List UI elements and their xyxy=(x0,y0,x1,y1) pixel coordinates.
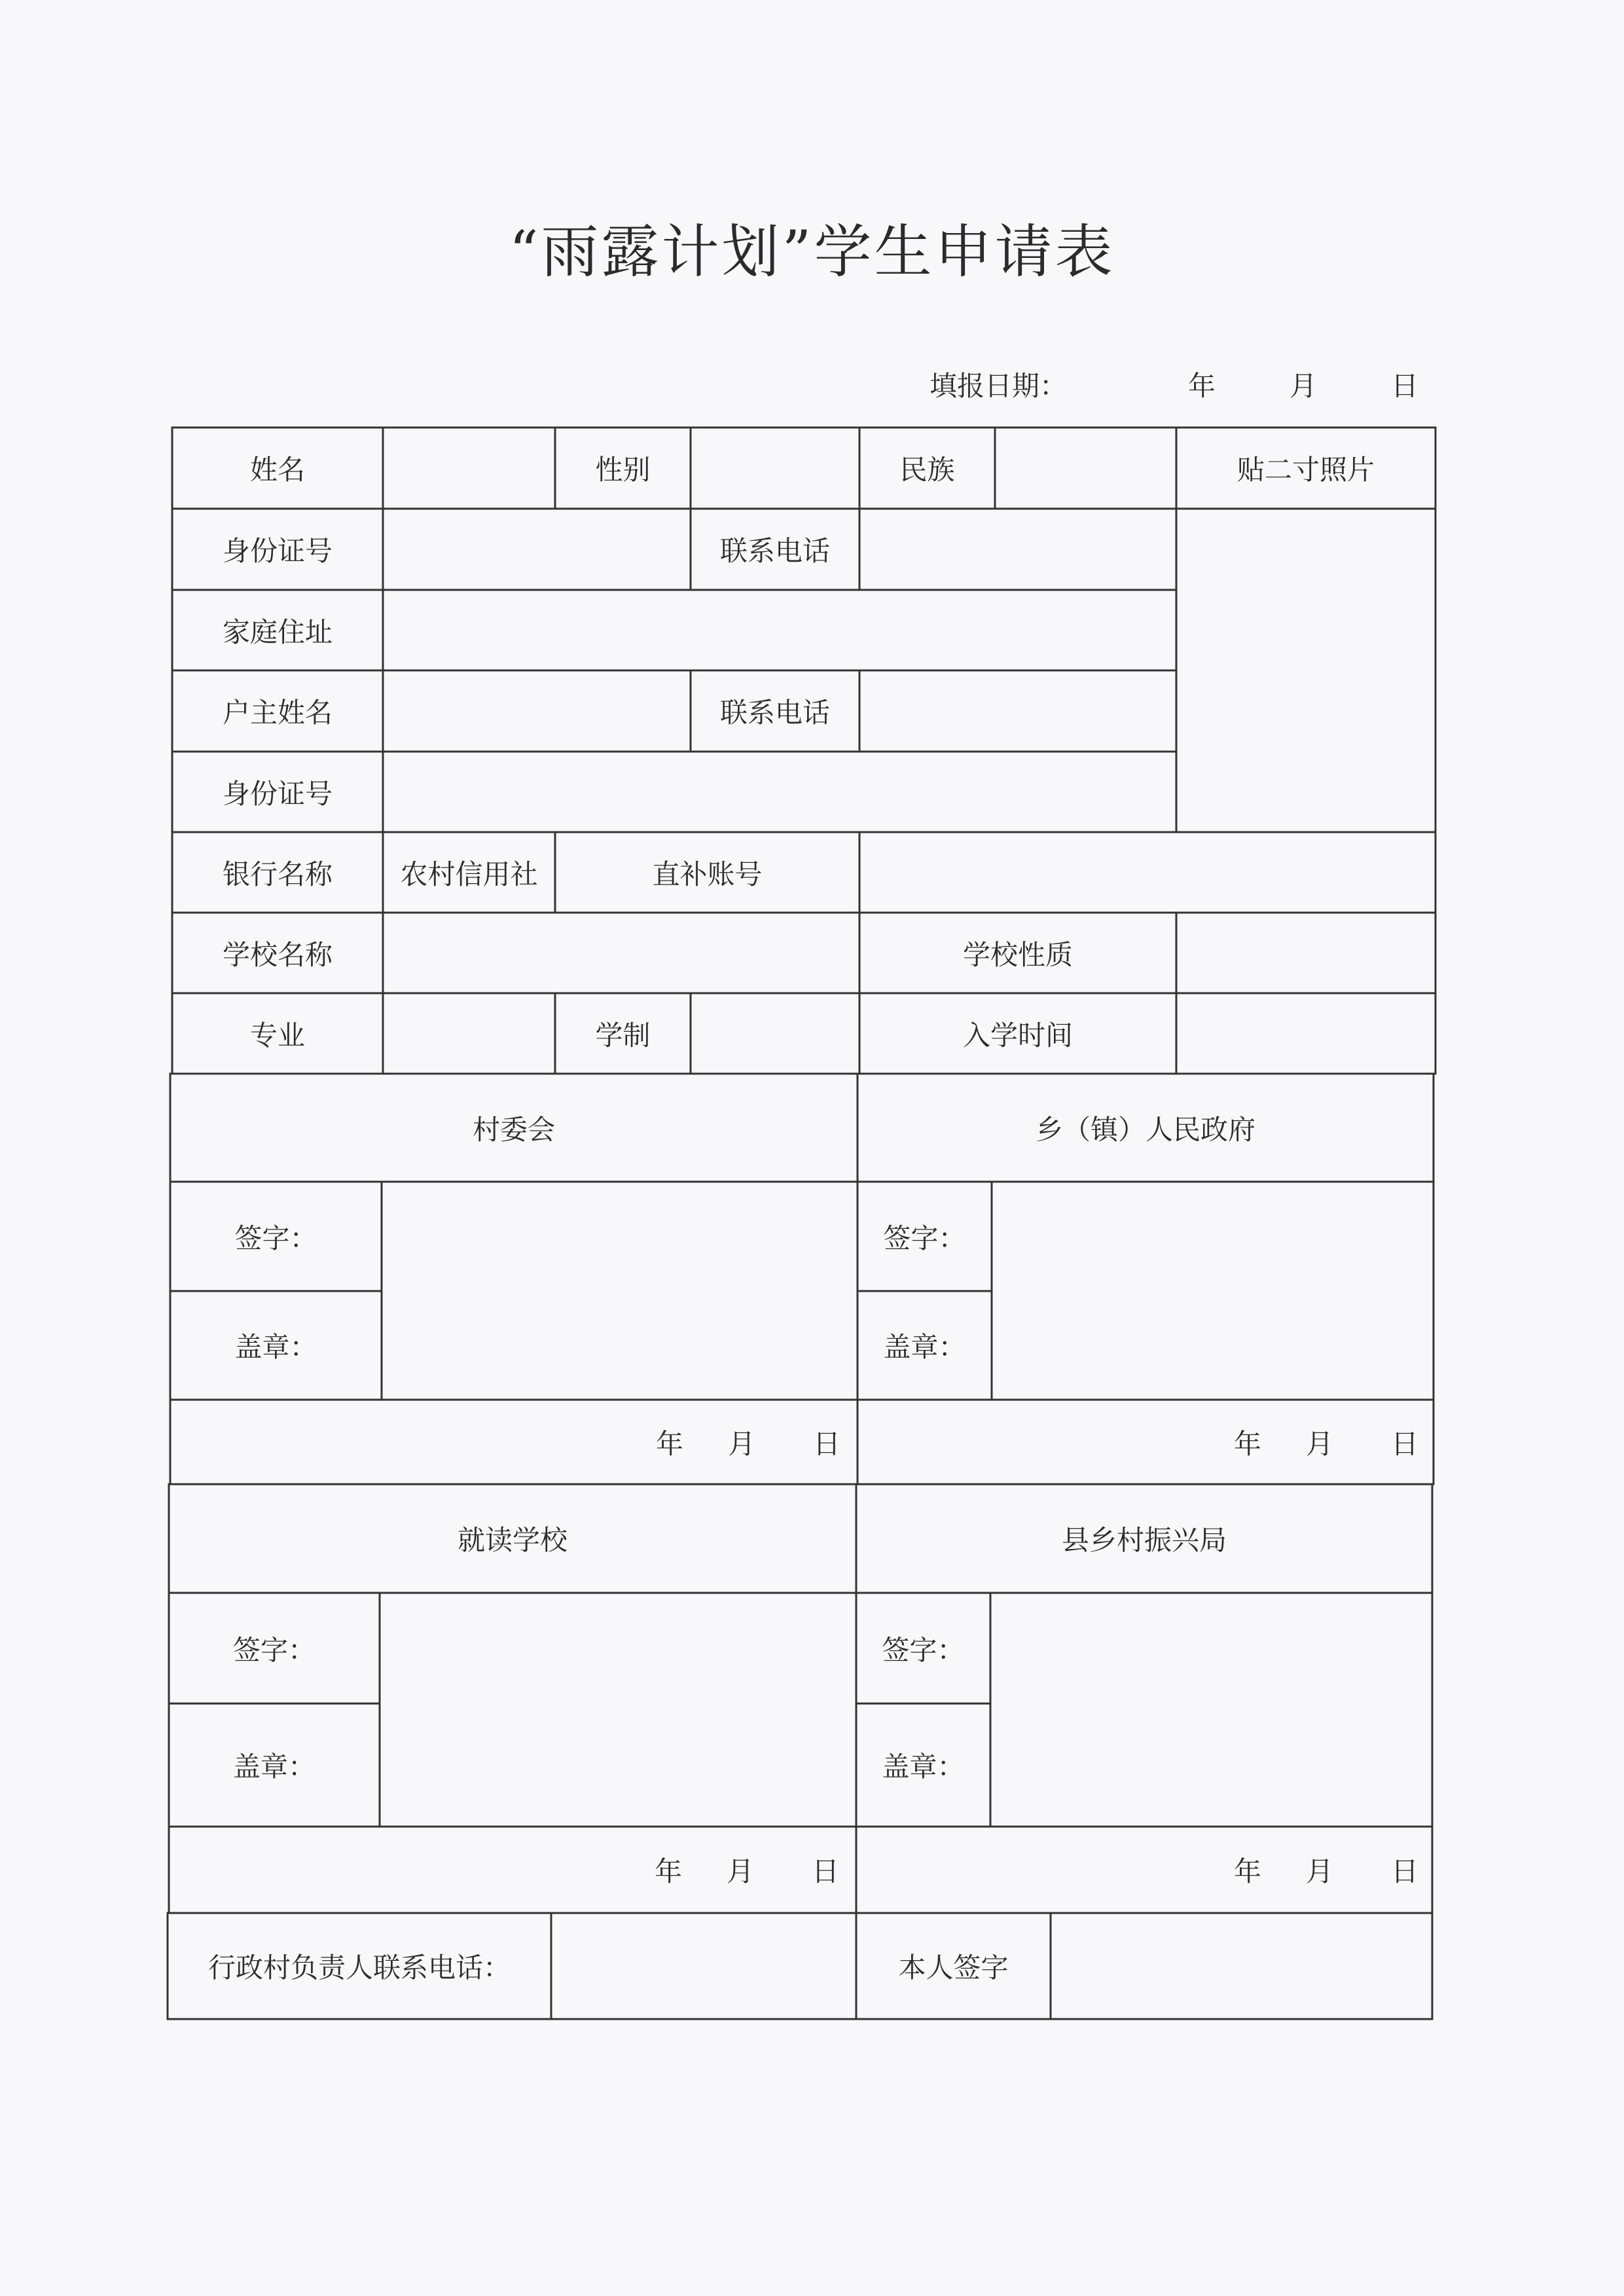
township-date-day: 日 xyxy=(1391,1427,1419,1460)
photo-box xyxy=(1176,509,1435,832)
county-date-day: 日 xyxy=(1391,1855,1419,1887)
county-date-year: 年 xyxy=(1234,1855,1262,1887)
fill-date-day: 日 xyxy=(1391,370,1419,402)
input-name[interactable] xyxy=(383,428,555,509)
township-seal-label: 盖章： xyxy=(883,1331,966,1363)
county-bureau-header: 县乡村振兴局 xyxy=(1061,1524,1227,1556)
label-householder-id: 身份证号 xyxy=(222,777,333,810)
county-date-row xyxy=(856,1827,1432,1913)
school-seal-label: 盖章： xyxy=(232,1751,316,1783)
label-name: 姓名 xyxy=(249,454,305,486)
photo-label: 贴二寸照片 xyxy=(1236,454,1375,486)
label-ethnicity: 民族 xyxy=(899,454,955,486)
school-date-year: 年 xyxy=(655,1855,683,1887)
fill-date-label: 填报日期： xyxy=(929,370,1068,402)
village-date-row xyxy=(170,1400,857,1484)
fill-date-month: 月 xyxy=(1290,370,1318,402)
village-date-day: 日 xyxy=(813,1427,841,1460)
school-date-day: 日 xyxy=(812,1855,840,1887)
village-sign-area[interactable] xyxy=(382,1182,857,1400)
county-sign-label: 签字： xyxy=(882,1633,965,1666)
village-date-month: 月 xyxy=(728,1427,756,1460)
village-date-year: 年 xyxy=(656,1427,684,1460)
label-school-nature: 学校性质 xyxy=(962,938,1073,971)
input-major[interactable] xyxy=(383,993,555,1074)
township-date-year: 年 xyxy=(1234,1427,1262,1460)
township-date-month: 月 xyxy=(1306,1427,1334,1460)
self-sign-label: 本人签字 xyxy=(898,1952,1009,1984)
village-seal-label: 盖章： xyxy=(234,1331,317,1363)
label-enroll-time: 入学时间 xyxy=(962,1019,1073,1051)
county-seal-label: 盖章： xyxy=(882,1751,965,1783)
fill-date-year: 年 xyxy=(1188,370,1216,402)
label-bank-name: 银行名称 xyxy=(222,858,333,890)
input-householder-name[interactable] xyxy=(383,670,691,752)
label-student-id: 身份证号 xyxy=(222,535,333,567)
village-sign-label: 签字： xyxy=(234,1222,317,1254)
township-sign-label: 签字： xyxy=(883,1222,966,1254)
label-major: 专业 xyxy=(249,1019,305,1051)
county-date-month: 月 xyxy=(1306,1855,1334,1887)
school-sign-area[interactable] xyxy=(380,1593,856,1827)
village-leader-phone-label: 行政村负责人联系电话： xyxy=(208,1952,511,1984)
input-account-no[interactable] xyxy=(859,832,1435,913)
school-date-month: 月 xyxy=(727,1855,755,1887)
school-sign-label: 签字： xyxy=(232,1633,316,1666)
village-committee-header: 村委会 xyxy=(472,1113,555,1146)
township-government-header: 乡（镇）人民政府 xyxy=(1035,1113,1255,1146)
input-duration[interactable] xyxy=(691,993,859,1074)
self-sign-input[interactable] xyxy=(1051,1913,1432,2019)
school-date-row xyxy=(169,1827,856,1913)
input-student-id[interactable] xyxy=(383,509,691,590)
input-home-address[interactable] xyxy=(383,590,1176,670)
label-home-address: 家庭住址 xyxy=(222,615,333,648)
input-school-name[interactable] xyxy=(383,913,859,993)
bank-name-value: 农村信用社 xyxy=(400,858,538,890)
label-duration: 学制 xyxy=(595,1019,651,1051)
school-header: 就读学校 xyxy=(457,1524,568,1556)
form-title: “雨露计划”学生申请表 xyxy=(509,218,1115,285)
input-gender[interactable] xyxy=(691,428,859,509)
label-gender: 性别 xyxy=(595,454,651,486)
village-leader-phone-input[interactable] xyxy=(551,1913,856,2019)
input-householder-id[interactable] xyxy=(383,752,1176,832)
township-date-row xyxy=(857,1400,1434,1484)
label-phone-2: 联系电话 xyxy=(719,697,830,729)
label-account-no: 直补账号 xyxy=(652,858,763,890)
input-school-nature[interactable] xyxy=(1176,913,1435,993)
township-sign-area[interactable] xyxy=(992,1182,1434,1400)
input-ethnicity[interactable] xyxy=(995,428,1176,509)
input-phone-2[interactable] xyxy=(859,670,1176,752)
label-householder-name: 户主姓名 xyxy=(222,697,333,729)
input-enroll-time[interactable] xyxy=(1176,993,1435,1074)
input-phone-1[interactable] xyxy=(859,509,1176,590)
label-phone-1: 联系电话 xyxy=(719,535,830,567)
label-school-name: 学校名称 xyxy=(222,938,333,971)
county-sign-area[interactable] xyxy=(990,1593,1432,1827)
